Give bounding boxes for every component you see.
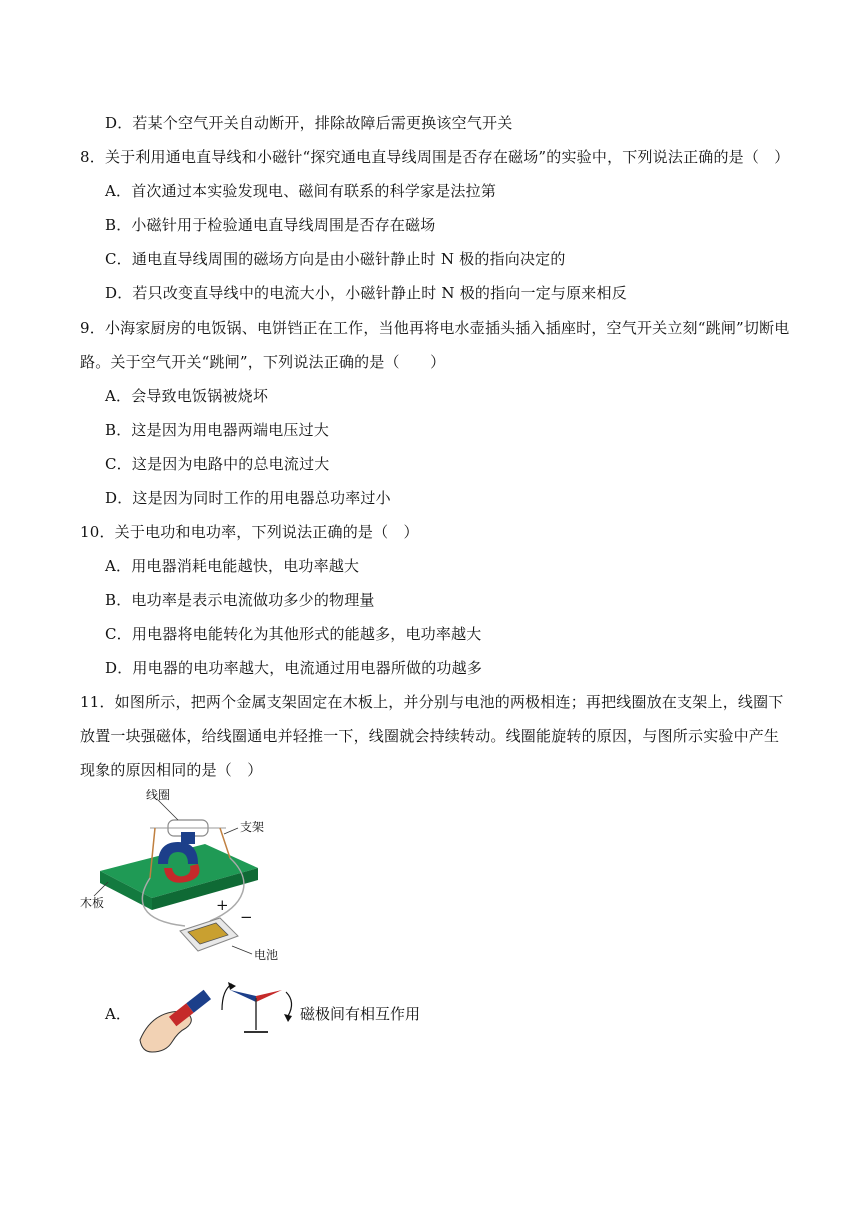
minus-sign: − xyxy=(240,908,253,926)
bracket-label: 支架 xyxy=(240,820,265,834)
coil-label: 线圈 xyxy=(146,788,171,802)
q9-option-c: C．这是因为电路中的总电流过大 xyxy=(105,455,330,473)
q10-option-c: C．用电器将电能转化为其他形式的能越多，电功率越大 xyxy=(105,625,482,643)
q9-option-a: A．会导致电饭锅被烧坏 xyxy=(105,387,269,405)
needle-red xyxy=(256,990,282,1002)
q9-stem-line1: 9．小海家厨房的电饭锅、电饼铛正在工作，当他再将电水壶插头插入插座时，空气开关立刻“跳闸”切断电 xyxy=(80,319,790,337)
q11-option-a-text: 磁极间有相互作用 xyxy=(300,1005,421,1023)
option-a-illustration xyxy=(132,980,302,1056)
plus-sign: + xyxy=(216,896,229,914)
q9-stem-line2: 路。关于空气开关“跳闸”，下列说法正确的是（ ） xyxy=(80,353,446,371)
motor-experiment-illustration xyxy=(80,786,280,976)
option-a-figure xyxy=(132,980,302,1056)
q8-option-c: C．通电直导线周围的磁场方向是由小磁针静止时 N 极的指向决定的 xyxy=(105,250,566,268)
q8-option-a: A．首次通过本实验发现电、磁间有联系的科学家是法拉第 xyxy=(105,182,497,200)
q8-stem: 8．关于利用通电直导线和小磁针“探究通电直导线周围是否存在磁场”的实验中，下列说法正确的是（ ） xyxy=(80,148,790,166)
q9-option-b: B．这是因为用电器两端电压过大 xyxy=(105,421,330,439)
motor-experiment-figure xyxy=(80,786,280,976)
q9-option-d: D．这是因为同时工作的用电器总功率过小 xyxy=(105,489,391,507)
q11-stem-line1: 11．如图所示，把两个金属支架固定在木板上，并分别与电池的两极相连；再把线圈放在支架上，线圈下 xyxy=(80,693,784,711)
q8-option-b: B．小磁针用于检验通电直导线周围是否存在磁场 xyxy=(105,216,436,234)
q10-stem: 10．关于电功和电功率，下列说法正确的是（ ） xyxy=(80,523,419,541)
battery-label: 电池 xyxy=(254,948,279,962)
q11-stem-line3: 现象的原因相同的是（ ） xyxy=(80,761,263,779)
q10-option-b: B．电功率是表示电流做功多少的物理量 xyxy=(105,591,375,609)
q10-option-d: D．用电器的电功率越大，电流通过用电器所做的功越多 xyxy=(105,659,483,677)
needle-blue xyxy=(230,990,256,1002)
magnet-top xyxy=(181,832,195,844)
board-label: 木板 xyxy=(80,896,105,910)
q7-option-d: D．若某个空气开关自动断开，排除故障后需更换该空气开关 xyxy=(105,114,513,132)
q11-option-a-label: A． xyxy=(105,1005,131,1023)
q8-option-d: D．若只改变直导线中的电流大小，小磁针静止时 N 极的指向一定与原来相反 xyxy=(105,284,627,302)
q11-stem-line2: 放置一块强磁体，给线圈通电并轻推一下，线圈就会持续转动。线圈能旋转的原因，与图所示实验中产生 xyxy=(80,727,780,745)
q10-option-a: A．用电器消耗电能越快，电功率越大 xyxy=(105,557,360,575)
